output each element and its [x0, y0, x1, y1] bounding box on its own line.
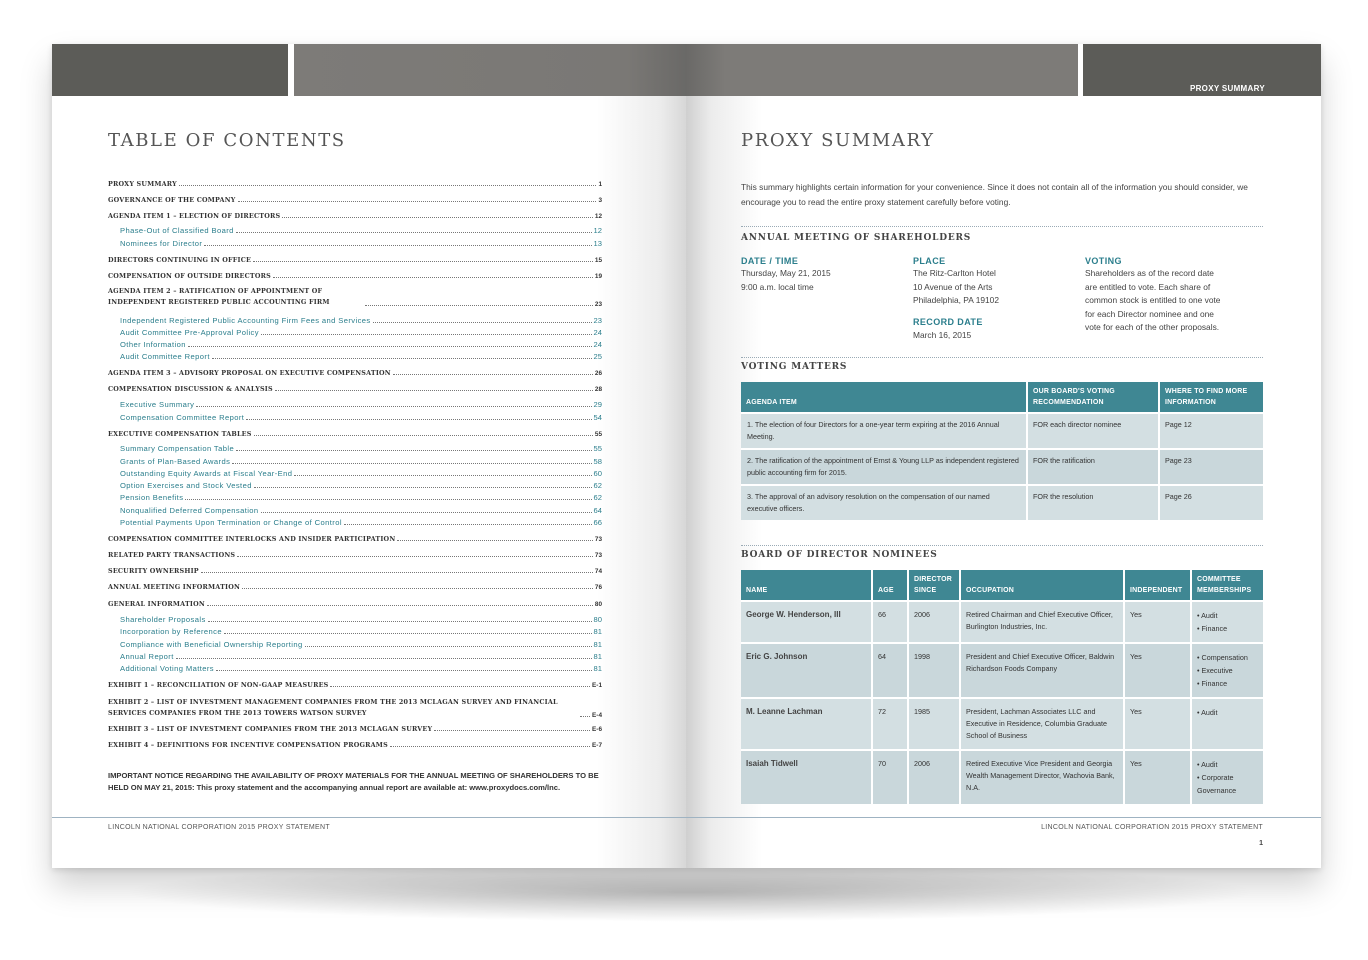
- table-row: 2. The ratification of the appointment of Ernst & Young LLP as independent registered public accounting firm for 2015. FOR the ratification Page 23: [741, 449, 1263, 485]
- toc-subentry[interactable]: Outstanding Equity Awards at Fiscal Year-End 60: [120, 469, 602, 478]
- toc-subentry[interactable]: Independent Registered Public Accounting Firm Fees and Services 23: [120, 316, 602, 325]
- right-page: [686, 44, 1321, 868]
- col-independent: INDEPENDENT: [1124, 570, 1191, 601]
- annual-meeting-heading: ANNUAL MEETING OF SHAREHOLDERS: [741, 233, 972, 243]
- toc-subentry[interactable]: Compensation Committee Report 54: [120, 413, 602, 422]
- section-divider: [741, 357, 1263, 358]
- section-tab-label: PROXY SUMMARY: [1189, 84, 1265, 93]
- table-row: 3. The approval of an advisory resolution on the compensation of our named executive officers. FOR the resolution Page 26: [741, 485, 1263, 520]
- toc-entry[interactable]: GENERAL INFORMATION 80: [108, 600, 602, 608]
- toc-title: TABLE OF CONTENTS: [108, 130, 346, 151]
- record-date-label: RECORD DATE: [913, 317, 983, 327]
- toc-subentry[interactable]: Grants of Plan-Based Awards 58: [120, 457, 602, 466]
- table-row: Eric G. Johnson 64 1998 President and Chief Executive Officer, Baldwin Richardson Foods Company Yes • Compensation • Executive • Finance: [741, 643, 1263, 698]
- footer-right: LINCOLN NATIONAL CORPORATION 2015 PROXY STATEMENT: [1041, 824, 1263, 831]
- toc-entry[interactable]: EXHIBIT 1 – RECONCILIATION OF NON-GAAP MEASURES E-1: [108, 681, 602, 689]
- date-time-value: Thursday, May 21, 2015 9:00 a.m. local time: [741, 268, 831, 292]
- section-divider: [741, 226, 1263, 227]
- col-occupation: OCCUPATION: [960, 570, 1124, 601]
- toc-entry[interactable]: EXECUTIVE COMPENSATION TABLES 55: [108, 430, 602, 438]
- toc-entry[interactable]: RELATED PARTY TRANSACTIONS 73: [108, 551, 602, 559]
- toc-subentry[interactable]: Phase-Out of Classified Board 12: [120, 226, 602, 235]
- toc-entry[interactable]: EXHIBIT 2 – LIST OF INVESTMENT MANAGEMENT COMPANIES FROM THE 2013 MCLAGAN SURVEY AND FINANCIAL SERVICES COMPANIES FROM THE 2013 TOWERS WATSON SURVEY E-4: [108, 698, 602, 719]
- footer-rule-left: [52, 817, 686, 818]
- toc-subentry[interactable]: Summary Compensation Table 55: [120, 444, 602, 453]
- toc-entry[interactable]: AGENDA ITEM 3 – ADVISORY PROPOSAL ON EXECUTIVE COMPENSATION 26: [108, 369, 602, 377]
- toc-entry[interactable]: PROXY SUMMARY 1: [108, 180, 602, 188]
- toc-subentry[interactable]: Other Information 24: [120, 340, 602, 349]
- col-more-info: WHERE TO FIND MORE INFORMATION: [1159, 382, 1263, 413]
- toc-subentry[interactable]: Audit Committee Pre-Approval Policy 24: [120, 328, 602, 337]
- book-shadow: [120, 862, 1260, 922]
- toc-subentry[interactable]: Incorporation by Reference 81: [120, 627, 602, 636]
- table-row: George W. Henderson, III 66 2006 Retired Chairman and Chief Executive Officer, Burlington Industries, Inc. Yes • Audit • Finance: [741, 601, 1263, 643]
- intro-paragraph: This summary highlights certain information for your convenience. Since it does not contain all of the information you should consider, we encourage you to read the entire proxy statement carefully before voting.: [741, 182, 1248, 207]
- toc-entry[interactable]: AGENDA ITEM 2 – RATIFICATION OF APPOINTMENT OF INDEPENDENT REGISTERED PUBLIC ACCOUNTING FIRM 23: [108, 287, 602, 308]
- toc-entry[interactable]: ANNUAL MEETING INFORMATION 76: [108, 583, 602, 591]
- toc-subentry[interactable]: Executive Summary 29: [120, 400, 602, 409]
- toc-subentry[interactable]: Shareholder Proposals 80: [120, 615, 602, 624]
- date-time-label: DATE / TIME: [741, 256, 799, 266]
- toc-subentry[interactable]: Nonqualified Deferred Compensation 64: [120, 506, 602, 515]
- header-band-dark-left: [52, 44, 288, 96]
- toc-entry[interactable]: AGENDA ITEM 1 – ELECTION OF DIRECTORS 12: [108, 212, 602, 220]
- toc-entry[interactable]: COMPENSATION DISCUSSION & ANALYSIS 28: [108, 385, 602, 393]
- toc-subentry[interactable]: Option Exercises and Stock Vested 62: [120, 481, 602, 490]
- toc-entry[interactable]: DIRECTORS CONTINUING IN OFFICE 15: [108, 256, 602, 264]
- toc-entry[interactable]: COMPENSATION OF OUTSIDE DIRECTORS 19: [108, 272, 602, 280]
- page-number: 1: [1259, 840, 1263, 847]
- book-spread: [52, 44, 1321, 868]
- table-row: Isaiah Tidwell 70 2006 Retired Executive Vice President and Georgia Wealth Management Director, Wachovia Bank, N.A. Yes • Audit • Corporate Governance: [741, 750, 1263, 804]
- toc-entry[interactable]: GOVERNANCE OF THE COMPANY 3: [108, 196, 602, 204]
- toc-subentry[interactable]: Potential Payments Upon Termination or Change of Control 66: [120, 518, 602, 527]
- record-date-value: March 16, 2015: [913, 330, 972, 340]
- toc-subentry[interactable]: Additional Voting Matters 81: [120, 664, 602, 673]
- voting-value: Shareholders as of the record date are entitled to vote. Each share of common stock is entitled to one vote for each Director nominee and one vote for each of the other proposals.: [1085, 268, 1221, 332]
- board-nominees-table: [741, 570, 1263, 804]
- header-band-light-left: [294, 44, 686, 96]
- toc-entry[interactable]: COMPENSATION COMMITTEE INTERLOCKS AND INSIDER PARTICIPATION 73: [108, 535, 602, 543]
- toc-subentry[interactable]: Compliance with Beneficial Ownership Reporting 81: [120, 640, 602, 649]
- proxy-summary-title: PROXY SUMMARY: [741, 130, 935, 151]
- board-nominees-heading: BOARD OF DIRECTOR NOMINEES: [741, 550, 938, 560]
- col-committees: COMMITTEE MEMBERSHIPS: [1191, 570, 1263, 601]
- proxy-availability-notice: IMPORTANT NOTICE REGARDING THE AVAILABILITY OF PROXY MATERIALS FOR THE ANNUAL MEETING OF SHAREHOLDERS TO BE HELD ON MAY 21, 2015: This proxy statement and the accompanying annual report are available at: www.proxydocs.com/lnc.: [108, 771, 599, 792]
- toc-subentry[interactable]: Pension Benefits 62: [120, 493, 602, 502]
- place-value: The Ritz-Carlton Hotel 10 Avenue of the Arts Philadelphia, PA 19102: [913, 268, 999, 305]
- col-age: AGE: [872, 570, 908, 601]
- toc-entry[interactable]: SECURITY OWNERSHIP 74: [108, 567, 602, 575]
- col-name: NAME: [741, 570, 872, 601]
- toc-entry[interactable]: EXHIBIT 3 – LIST OF INVESTMENT COMPANIES FROM THE 2013 MCLAGAN SURVEY E-6: [108, 725, 602, 733]
- footer-rule-right: [686, 817, 1321, 818]
- voting-matters-heading: VOTING MATTERS: [741, 362, 848, 372]
- left-page: [52, 44, 686, 868]
- toc-entry[interactable]: EXHIBIT 4 – DEFINITIONS FOR INCENTIVE COMPENSATION PROGRAMS E-7: [108, 741, 602, 749]
- place-label: PLACE: [913, 256, 946, 266]
- col-recommendation: OUR BOARD'S VOTING RECOMMENDATION: [1027, 382, 1159, 413]
- header-band-light-right: [686, 44, 1078, 96]
- toc-subentry[interactable]: Nominees for Director 13: [120, 239, 602, 248]
- voting-label: VOTING: [1085, 256, 1122, 266]
- toc-subentry[interactable]: Audit Committee Report 25: [120, 352, 602, 361]
- section-divider: [741, 545, 1263, 546]
- table-row: M. Leanne Lachman 72 1985 President, Lachman Associates LLC and Executive in Residence, Columbia Graduate School of Business Yes • Audit: [741, 698, 1263, 750]
- col-director-since: DIRECTOR SINCE: [908, 570, 960, 601]
- footer-left: LINCOLN NATIONAL CORPORATION 2015 PROXY STATEMENT: [108, 824, 330, 831]
- voting-matters-table: [741, 382, 1263, 520]
- col-agenda-item: AGENDA ITEM: [741, 382, 1027, 413]
- table-row: 1. The election of four Directors for a one-year term expiring at the 2016 Annual Meeting. FOR each director nominee Page 12: [741, 413, 1263, 449]
- toc-subentry[interactable]: Annual Report 81: [120, 652, 602, 661]
